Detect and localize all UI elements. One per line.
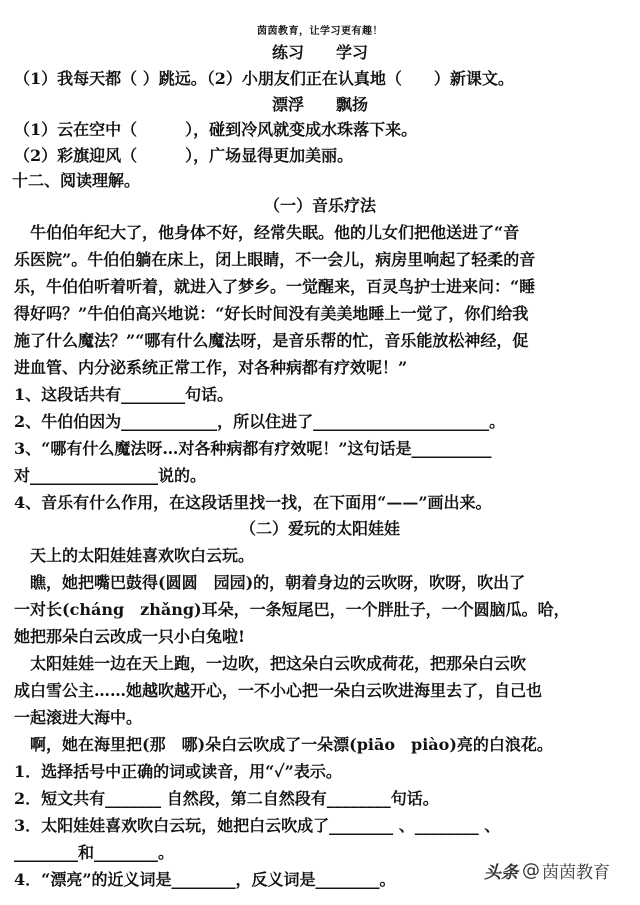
question-word-pair-2b: （2）彩旗迎风（ ），广场显得更加美丽。 bbox=[14, 146, 354, 165]
passage-2-line: 一对长(cháng zhǎng)耳朵，一条短尾巴，一个胖肚子，一个圆脑瓜。哈， bbox=[14, 600, 570, 619]
passage-2-question: 4．“漂亮”的近义词是________，反义词是________。 bbox=[14, 870, 396, 889]
passage-1-line: 进血管、内分泌系统正常工作，对各种病都有疗效呢！” bbox=[14, 358, 408, 377]
page-header: 茵茵教育，让学习更有趣！ bbox=[257, 26, 383, 37]
passage-1-line: 乐，牛伯伯听着听着，就进入了梦乡。一觉醒来，百灵鸟护士进来问：“睡 bbox=[14, 277, 536, 296]
passage-2-line: 天上的太阳娃娃喜欢吹白云玩。 bbox=[14, 546, 255, 565]
passage-2-line: 啊，她在海里把(那 哪)朵白云吹成了一朵漂(piāo piào)亮的白浪花。 bbox=[14, 735, 553, 754]
passage-2-line: 瞧，她把嘴巴鼓得(圆圆 园园)的，朝着身边的云吹呀，吹呀，吹出了 bbox=[14, 573, 526, 592]
passage-1-question: 对________________说的。 bbox=[14, 466, 207, 485]
passage-1-line: 得好吗？”牛伯伯高兴地说：“好长时间没有美美地睡上一觉了，你们给我 bbox=[14, 304, 529, 323]
passage-1-question: 4、音乐有什么作用，在这段话里找一找，在下面用“——”画出来。 bbox=[14, 493, 492, 512]
passage-1-line: 施了什么魔法？”“哪有什么魔法呀，是音乐帮的忙，音乐能放松神经，促 bbox=[14, 331, 529, 350]
question-word-pair-2a: （1）云在空中（ ），碰到冷风就变成水珠落下来。 bbox=[14, 120, 418, 139]
passage-2-line: 太阳娃娃一边在天上跑，一边吹，把这朵白云吹成荷花，把那朵白云吹 bbox=[14, 654, 527, 673]
watermark-logo: 头条 bbox=[484, 863, 518, 883]
section-heading: 十二、阅读理解。 bbox=[12, 171, 141, 190]
watermark-name: 茵茵教育 bbox=[542, 863, 610, 883]
passage-2-line: 她把那朵白云改成一只小白兔啦! bbox=[14, 627, 246, 646]
passage-2-question: 1．选择括号中正确的词或读音，用“✓”表示。 bbox=[14, 762, 342, 781]
passage-1-question: 1、这段话共有________句话。 bbox=[14, 385, 234, 404]
watermark-at: @ bbox=[522, 860, 540, 881]
passage-2-question: 2．短文共有_______ 自然段，第二自然段有________句话。 bbox=[14, 789, 439, 808]
passage-2-title: （二）爱玩的太阳娃娃 bbox=[239, 519, 400, 538]
passage-1-question: 3、“哪有什么魔法呀…对各种病都有疗效呢！”这句话是__________ bbox=[14, 439, 492, 458]
passage-2-line: 成白雪公主……她越吹越开心，一不小心把一朵白云吹进海里去了，自己也 bbox=[14, 681, 543, 700]
word-pair-2: 漂浮 飘扬 bbox=[271, 95, 368, 114]
passage-2-question: ________和________。 bbox=[14, 843, 175, 862]
passage-2-line: 一起滚进大海中。 bbox=[14, 708, 143, 727]
passage-1-line: 牛伯伯年纪大了，他身体不好，经常失眠。他的儿女们把他送进了“音 bbox=[14, 223, 520, 242]
question-word-pair-1: （1）我每天都（ ）跳远。（2）小朋友们正在认真地（ ）新课文。 bbox=[14, 69, 514, 88]
passage-1-question: 2、牛伯伯因为____________，所以住进了______________________。 bbox=[14, 412, 506, 431]
watermark bbox=[484, 858, 610, 883]
passage-1-line: 乐医院”。牛伯伯躺在床上，闭上眼睛，不一会儿，病房里响起了轻柔的音 bbox=[14, 250, 536, 269]
passage-2-question: 3．太阳娃娃喜欢吹白云玩，她把白云吹成了________ 、________ 、 bbox=[14, 816, 501, 835]
passage-1-title: （一）音乐疗法 bbox=[263, 196, 376, 215]
word-pair-1: 练习 学习 bbox=[271, 43, 368, 62]
